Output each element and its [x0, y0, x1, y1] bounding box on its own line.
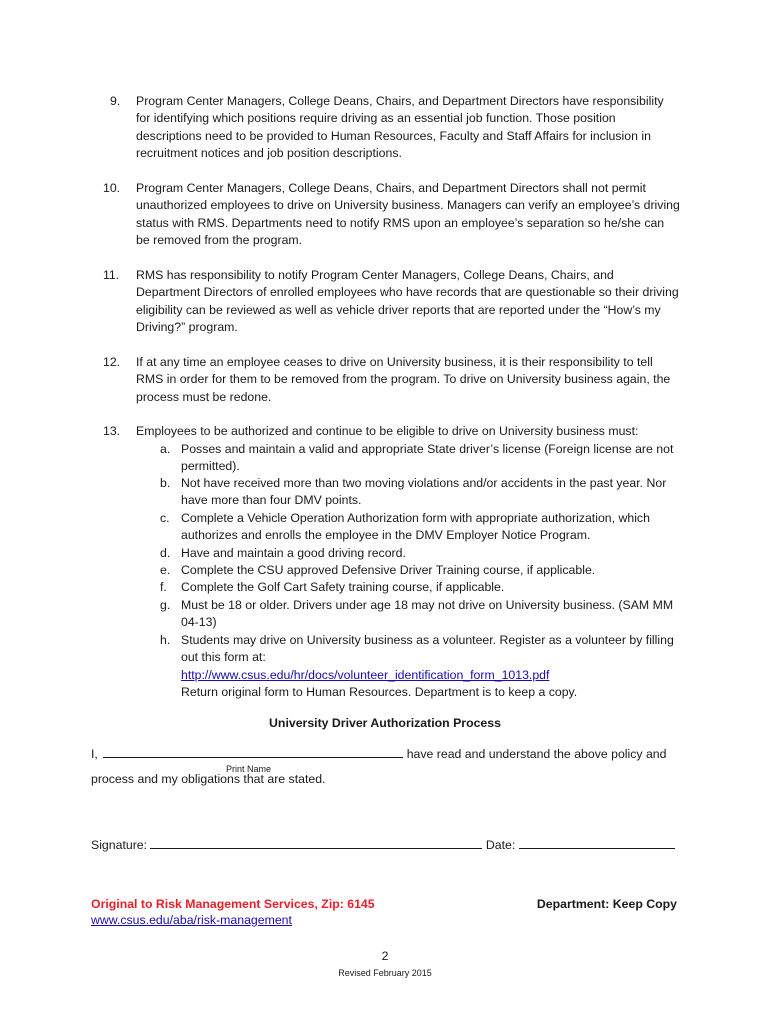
sub-item-c	[160, 510, 682, 545]
item-text: If at any time an employee ceases to drive on University business, it is their responsibility to tell RMS in order for them to be removed from the program. To drive on University business again, the process must be redone.	[136, 355, 671, 404]
department-copy-text: Department: Keep Copy	[536, 897, 677, 911]
sub-item-e	[160, 562, 682, 579]
sub-item-d	[160, 545, 682, 562]
section-title: University Driver Authorization Process	[269, 716, 501, 730]
sub-item-f	[160, 579, 682, 596]
ack-prefix: I,	[91, 747, 98, 761]
sub-item-letter: a.	[160, 442, 171, 456]
signature-line	[91, 836, 675, 854]
sub-item-text: Complete a Vehicle Operation Authorization form with appropriate authorization, which authorizes and enrolls the employee in the DMV Employer Notice Program.	[181, 511, 650, 543]
sub-item-h	[160, 632, 682, 667]
ack-suffix: have read and understand the above policy and	[406, 747, 667, 761]
page-number: 2	[381, 949, 389, 963]
sub-item-text: Not have received more than two moving violations and/or accidents in the past year. Nor have more than four DMV points.	[181, 476, 667, 508]
item-number: 12.	[103, 355, 121, 369]
print-name-field[interactable]	[103, 745, 403, 758]
print-name-label: Print Name	[226, 764, 272, 774]
signature-field[interactable]	[150, 836, 482, 849]
policy-item-12	[103, 354, 680, 406]
date-label: Date:	[485, 838, 516, 852]
sub-item-letter: d.	[160, 546, 171, 560]
sub-item-letter: e.	[160, 563, 171, 577]
sub-item-text: Complete the CSU approved Defensive Driver Training course, if applicable.	[181, 563, 596, 577]
return-instruction: Return original form to Human Resources. Department is to keep a copy.	[181, 685, 578, 699]
item-text: Program Center Managers, College Deans, Chairs, and Department Directors have responsibility for identifying which positions require driving as an essential job function. Those position descriptions need to be provided to Human Resources, Faculty and Staff Affairs for inclusion in recruitment notices and job position descriptions.	[136, 94, 664, 161]
sub-item-a	[160, 441, 682, 476]
policy-item-9	[110, 93, 680, 163]
sub-item-text: Complete the Golf Cart Safety training course, if applicable.	[181, 580, 505, 594]
revised-date: Revised February 2015	[338, 968, 432, 978]
date-field[interactable]	[519, 836, 675, 849]
original-to-text: Original to Risk Management Services, Zip: 6145	[91, 897, 375, 911]
policy-item-11	[103, 267, 680, 337]
acknowledgement-line	[91, 745, 666, 763]
sub-item-b	[160, 475, 682, 510]
sub-item-text: Must be 18 or older. Drivers under age 18 may not drive on University business. (SAM MM 04-13)	[181, 598, 674, 630]
sub-item-letter: g.	[160, 598, 171, 612]
policy-item-13	[103, 423, 680, 440]
website-link[interactable]: www.csus.edu/aba/risk-management	[91, 913, 292, 927]
item-text: Program Center Managers, College Deans, Chairs, and Department Directors shall not permit unauthorized employees to drive on University business. Managers can verify an employee’s driving status with RMS. Departments need to notify RMS upon an employee’s separation so he/she can be removed from the program.	[136, 181, 680, 248]
sub-item-letter: f.	[160, 580, 167, 594]
sub-item-text: Have and maintain a good driving record.	[181, 546, 406, 560]
policy-item-10	[103, 180, 680, 250]
item-number: 11.	[103, 268, 120, 282]
signature-label: Signature:	[91, 838, 148, 852]
sub-item-letter: c.	[160, 511, 170, 525]
item-text: Employees to be authorized and continue to be eligible to drive on University business must:	[136, 424, 639, 438]
item-number: 10.	[103, 181, 121, 195]
item-number: 13.	[103, 424, 121, 438]
item-number: 9.	[110, 94, 121, 108]
sub-item-g	[160, 597, 682, 632]
sub-item-letter: h.	[160, 633, 171, 647]
sub-item-letter: b.	[160, 476, 171, 490]
sub-item-text: Students may drive on University business as a volunteer. Register as a volunteer by filling out this form at:	[181, 633, 674, 665]
ack-continuation: process and my obligations that are stated.	[91, 772, 326, 786]
sub-item-text: Posses and maintain a valid and appropriate State driver’s license (Foreign license are not permitted).	[181, 442, 674, 474]
volunteer-form-link[interactable]: http://www.csus.edu/hr/docs/volunteer_identification_form_1013.pdf	[181, 668, 550, 682]
website-link-wrap	[91, 912, 292, 929]
item-text: RMS has responsibility to notify Program Center Managers, College Deans, Chairs, and Department Directors of enrolled employees who have records that are questionable so their driving eligibility can be reviewed as well as vehicle driver reports that are reported under the “How’s my Driving?” program.	[136, 268, 679, 335]
volunteer-form-link-wrap	[181, 667, 549, 684]
